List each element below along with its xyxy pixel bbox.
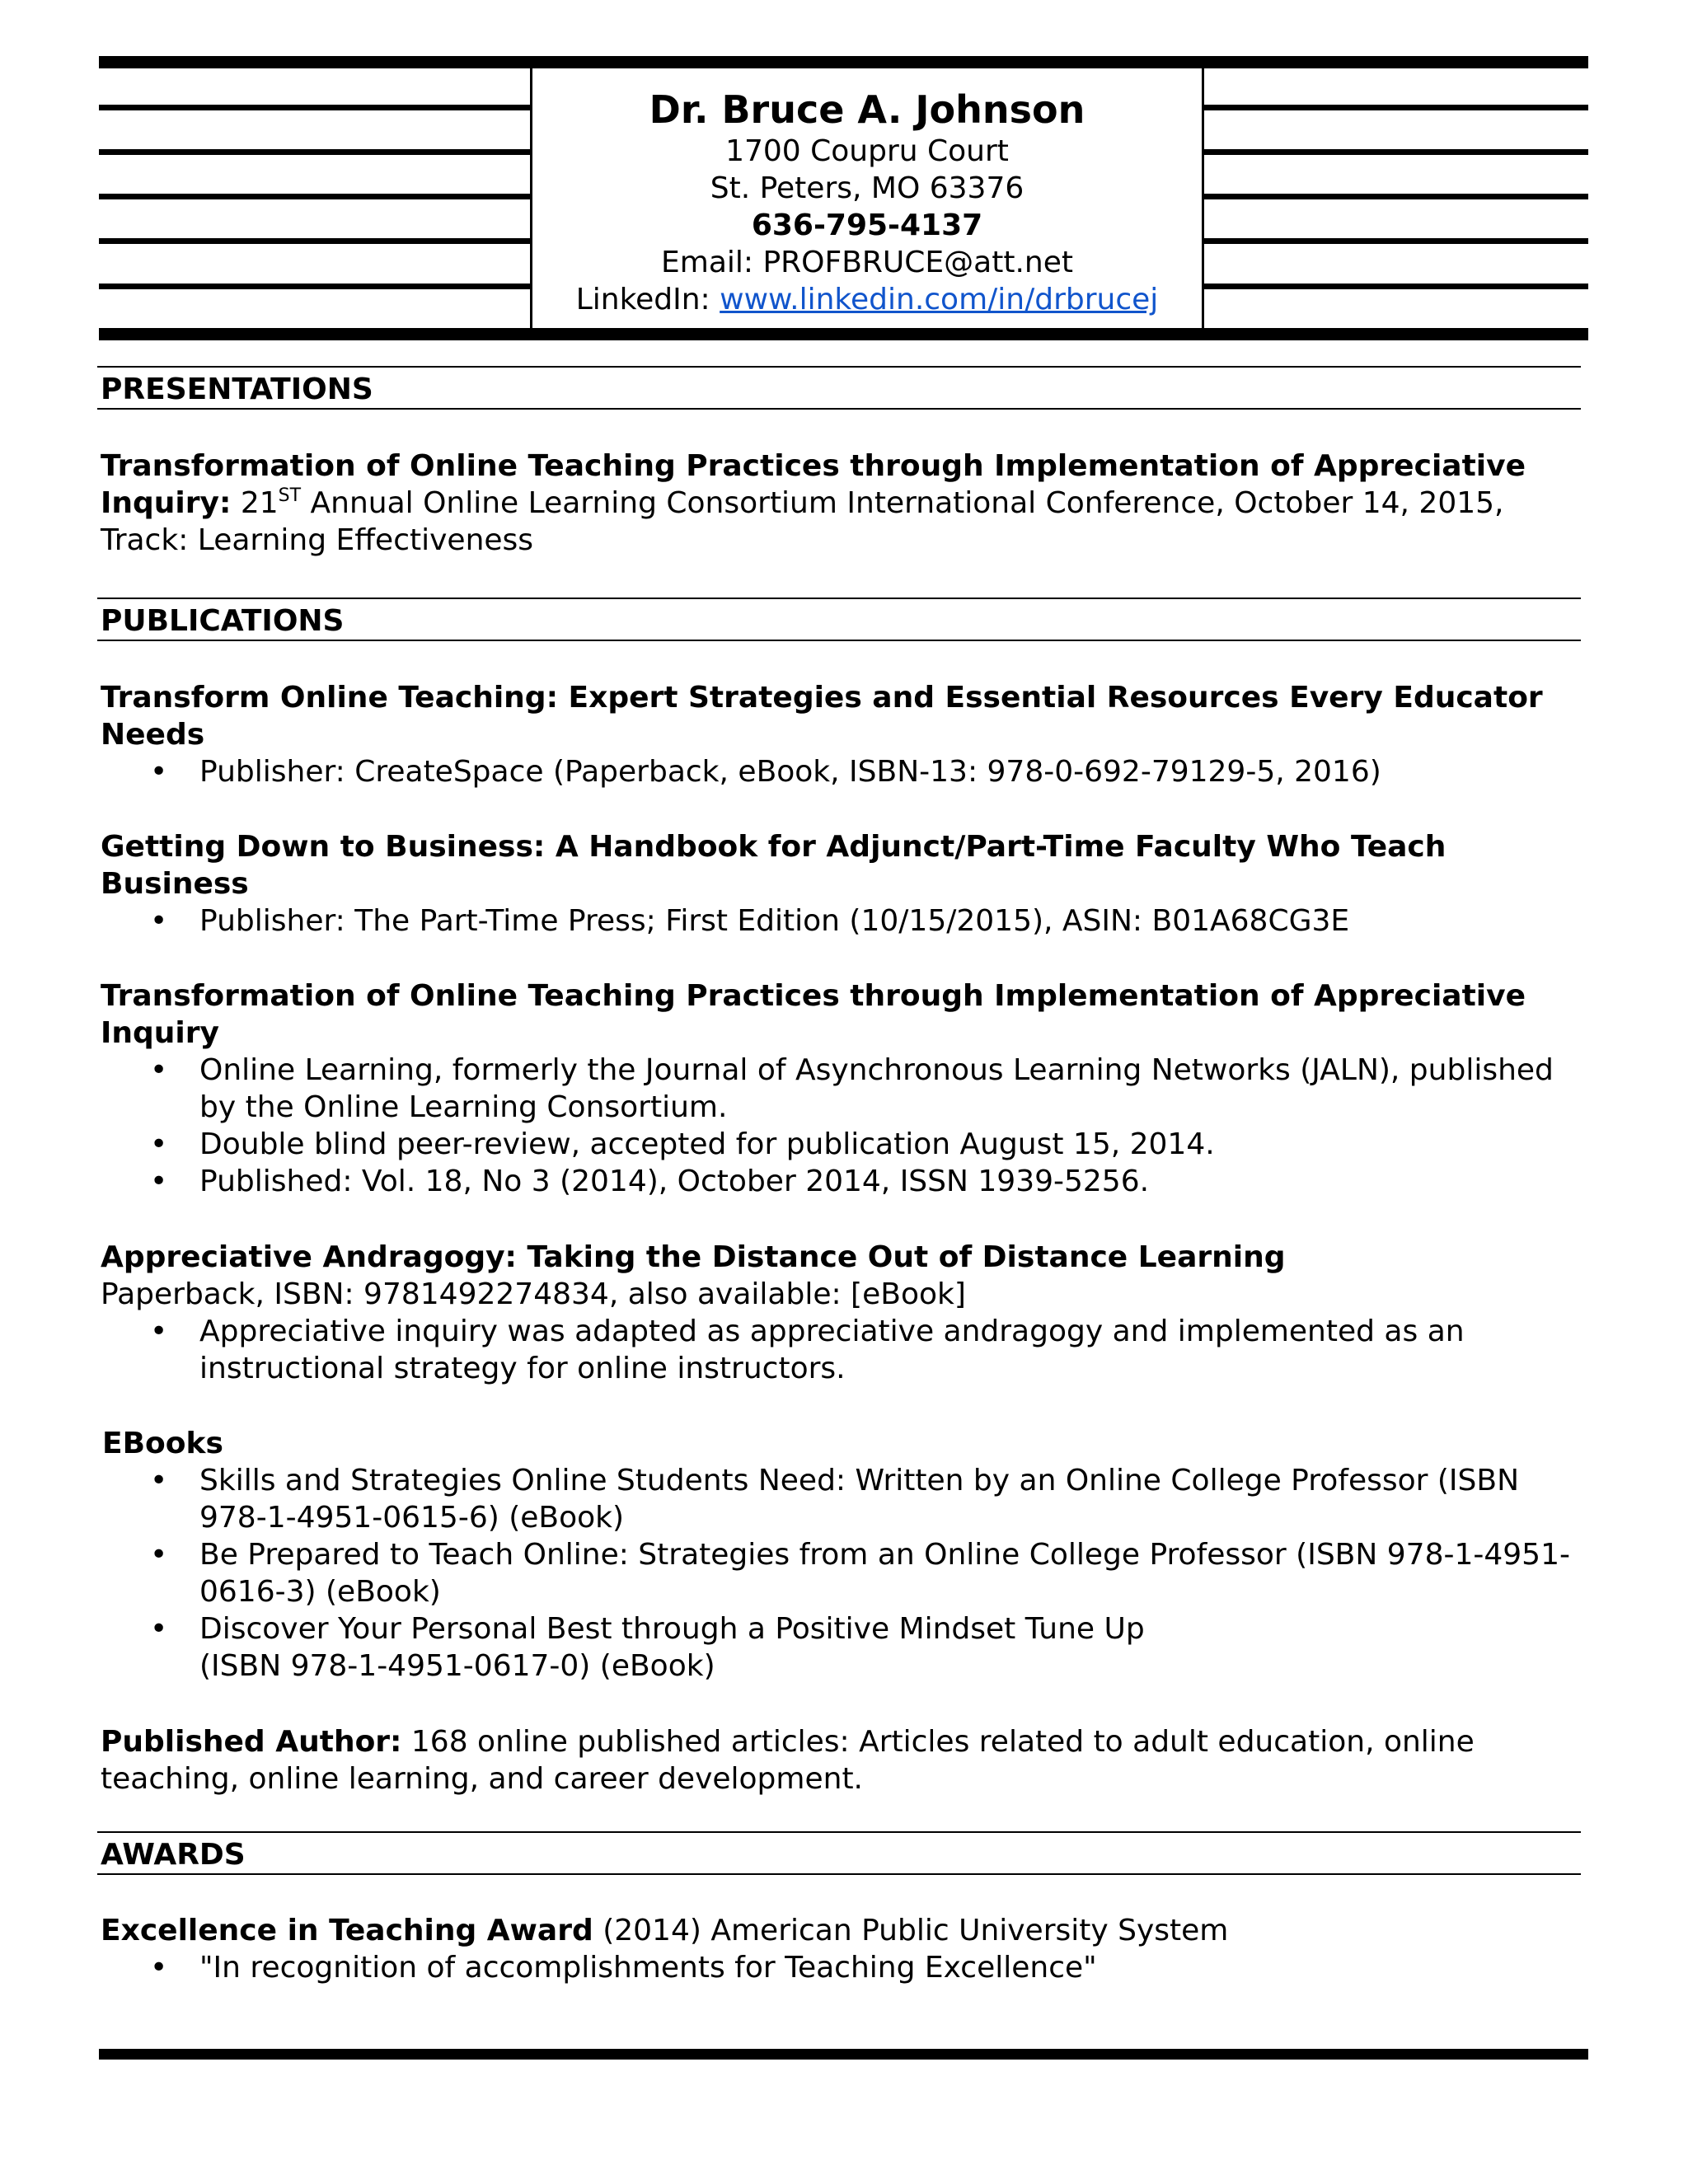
- published-author-text: 168 online published articles: Articles related to adult education, online teaching, online learning, and career development.: [101, 1725, 1475, 1796]
- publication-title: Getting Down to Business: A Handbook for Adjunct/Part-Time Faculty Who Teach Business: [101, 830, 1447, 901]
- publication-title: Transform Online Teaching: Expert Strategies and Essential Resources Every Educator Needs: [101, 681, 1543, 752]
- bullet-line: (ISBN 978-1-4951-0617-0) (eBook): [199, 1649, 715, 1683]
- address-line-2: St. Peters, MO 63376: [710, 171, 1025, 205]
- bullet-item: • Be Prepared to Teach Online: Strategies from an Online College Professor (ISBN 978-1-4951-0616-3) (eBook): [101, 1536, 1586, 1610]
- section-heading-awards: AWARDS: [97, 1831, 1581, 1875]
- ebooks-title: EBooks: [102, 1427, 223, 1460]
- publication-bullets: [101, 1052, 1584, 1200]
- linkedin-line: [532, 281, 1202, 318]
- publication-subtitle: Paperback, ISBN: 9781492274834, also available: [eBook]: [101, 1277, 966, 1311]
- presentation-entry: [101, 448, 1584, 559]
- award-title: Excellence in Teaching Award: [101, 1914, 593, 1947]
- header-bottom-rule: [99, 328, 1588, 340]
- publication-title: Transformation of Online Teaching Practices through Implementation of Appreciative Inquiry: [101, 979, 1526, 1050]
- person-name: Dr. Bruce A. Johnson: [649, 87, 1085, 132]
- award-bullets: [101, 1949, 1584, 1986]
- presentation-title: Transformation of Online Teaching Practices through Implementation of Appreciative: [101, 449, 1526, 483]
- header-rule: [99, 149, 530, 155]
- publication-title: Appreciative Andragogy: Taking the Distance Out of Distance Learning: [101, 1240, 1286, 1274]
- published-author-entry: [101, 1723, 1584, 1797]
- bullet-item: • Publisher: The Part-Time Press; First Edition (10/15/2015), ASIN: B01A68CG3E: [101, 902, 1584, 940]
- linkedin-label: LinkedIn:: [575, 283, 720, 316]
- bullet-item: • Double blind peer-review, accepted for publication August 15, 2014.: [101, 1126, 1584, 1163]
- publication-bullets: [101, 1313, 1584, 1387]
- header-rule: [99, 194, 530, 199]
- linkedin-link[interactable]: www.linkedin.com/in/drbrucej: [720, 283, 1159, 316]
- award-line: [101, 1912, 1584, 1949]
- header-top-rule: [99, 56, 1588, 68]
- header-rule: [1204, 238, 1588, 244]
- bullet-item: • Online Learning, formerly the Journal of Asynchronous Learning Networks (JALN), published by the Online Learning Consortium.: [101, 1052, 1584, 1126]
- publication-bullets: [101, 753, 1584, 790]
- bullet-item: [101, 1610, 1586, 1685]
- header-rule: [99, 105, 530, 110]
- section-heading-presentations: PRESENTATIONS: [97, 366, 1581, 410]
- resume-header: [99, 56, 1588, 340]
- publication-entry: [101, 828, 1584, 940]
- header-rule: [99, 238, 530, 244]
- header-rule: [1204, 149, 1588, 155]
- contact-box: [530, 68, 1204, 328]
- award-entry: [101, 1912, 1584, 1986]
- header-rule: [1204, 284, 1588, 289]
- conference-track: Track: Learning Effectiveness: [101, 523, 534, 557]
- section-heading-publications: PUBLICATIONS: [97, 598, 1581, 641]
- publication-entry: [101, 1239, 1584, 1387]
- presentation-title-end: Inquiry:: [101, 486, 232, 520]
- ebooks-bullets: [101, 1462, 1586, 1685]
- address-line-1: 1700 Coupru Court: [725, 134, 1009, 168]
- ordinal-number: 21: [231, 486, 279, 520]
- header-rule: [1204, 105, 1588, 110]
- bullet-item: • Publisher: CreateSpace (Paperback, eBook, ISBN-13: 978-0-692-79129-5, 2016): [101, 753, 1584, 790]
- email-line: Email: PROFBRUCE@att.net: [661, 246, 1073, 279]
- header-rule: [1204, 194, 1588, 199]
- ebooks-entry: [102, 1425, 1586, 1685]
- bullet-line: Discover Your Personal Best through a Positive Mindset Tune Up: [199, 1612, 1145, 1646]
- conference-text: Annual Online Learning Consortium International Conference, October 14, 2015,: [301, 486, 1504, 520]
- presentation-detail: [101, 485, 1584, 522]
- footer-rule: [99, 2049, 1588, 2060]
- ordinal-suffix: ST: [278, 485, 302, 506]
- award-detail: (2014) American Public University System: [593, 1914, 1229, 1947]
- bullet-item: • Skills and Strategies Online Students Need: Written by an Online College Professor (ISBN 978-1-4951-0615-6) (eBook): [101, 1462, 1586, 1536]
- bullet-item: • "In recognition of accomplishments for Teaching Excellence": [101, 1949, 1584, 1986]
- published-author-label: Published Author:: [101, 1725, 402, 1759]
- bullet-item: • Appreciative inquiry was adapted as appreciative andragogy and implemented as an instructional strategy for online instructors.: [101, 1313, 1584, 1387]
- phone-number: 636-795-4137: [751, 209, 983, 242]
- publication-bullets: [101, 902, 1584, 940]
- header-rule: [99, 284, 530, 289]
- publication-entry: [101, 977, 1584, 1200]
- bullet-item: • Published: Vol. 18, No 3 (2014), October 2014, ISSN 1939-5256.: [101, 1163, 1584, 1200]
- publication-entry: [101, 679, 1584, 790]
